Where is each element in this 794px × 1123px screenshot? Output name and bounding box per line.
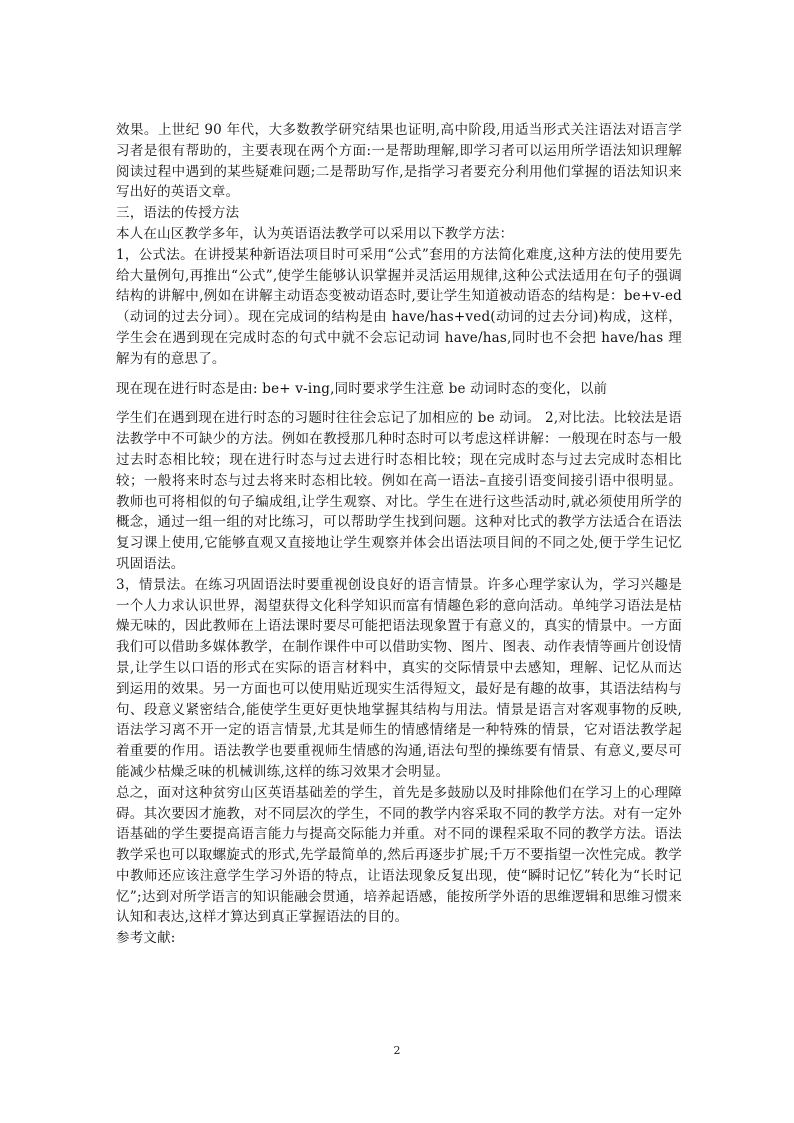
paragraph-comparison-method: 学生们在遇到现在进行时态的习题时往往会忘记了加相应的 be 动词。 2,对比法。比较法是语法教学中不可缺少的方法。例如在教授那几种时态时可以考虑这样讲解：一般现在时态与一般过去时态相比较；现在进行时态与过去进行时态相比较；现在完成时态与过去完成时态相比较；一般将来时态与过去将来时态相比较。例如在高一语法–直接引语变间接引语中很明显。教师也可将相似的句子编成组,让学生观察、对比。学生在进行这些活动时,就必须使用所学的概念，通过一组一组的对比练习，可以帮助学生找到问题。这种对比式的教学方法适合在语法复习课上使用,它能够直观又直接地让学生观察并体会出语法项目间的不同之处,便于学生记忆巩固语法。: [116, 410, 682, 572]
paragraph-grammar-benefits: 效果。上世纪 90 年代，大多数教学研究结果也证明,高中阶段,用适当形式关注语法对语言学习者是很有帮助的，主要表现在两个方面:一是帮助理解,即学习者可以运用所学语法知识理解阅读过程中遇到的某些疑难问题;二是帮助写作,是指学习者要充分利用他们掌握的语法知识来写出好的英语文章。: [116, 122, 682, 201]
paragraph-formula-method: 1，公式法。在讲授某种新语法项目时可采用“公式”套用的方法简化难度,这种方法的使用要先给大量例句,再推出“公式”,使学生能够认识掌握并灵活运用规律,这种公式法适用在句子的强调结构的讲解中,例如在讲解主动语态变被动语态时,要让学生知道被动语态的结构是：be+v-ed（动词的过去分词）。现在完成词的结构是由 have/has+ved(动词的过去分词)构成，这样，学生会在遇到现在完成时态的句式中就不会忘记动词 have/has,同时也不会把 have/has 理解为有的意思了。: [116, 246, 682, 367]
section-heading-teaching-methods: 三，语法的传授方法: [116, 205, 240, 222]
document-body: [116, 120, 682, 949]
paragraph-situation-method: 3，情景法。在练习巩固语法时要重视创设良好的语言情景。许多心理学家认为，学习兴趣是一个人力求认识世界，渴望获得文化科学知识而富有情趣色彩的意向活动。单纯学习语法是枯燥无味的，因此教师在上语法课时要尽可能把语法现象置于有意义的，真实的情景中。一方面我们可以借助多媒体教学，在制作课件中可以借助实物、图片、图表、动作表情等画片创设情景,让学生以口语的形式在实际的语言材料中，真实的交际情景中去感知，理解、记忆从而达到运用的效果。另一方面也可以使用贴近现实生活得短文，最好是有趣的故事，其语法结构与句、段意义紧密结合,能使学生更好更快地掌握其结构与用法。情景是语言对客观事物的反映,语法学习离不开一定的语言情景,尤其是师生的情感情绪是一种特殊的情景，它对语法教学起着重要的作用。语法教学也要重视师生情感的沟通,语法句型的操练要有情景、有意义,要尽可能减少枯燥乏味的机械训练,这样的练习效果才会明显。: [116, 576, 682, 780]
references-heading: 参考文献:: [116, 930, 176, 947]
paragraph-present-progressive: 现在现在进行时态是由: be+ v-ing,同时要求学生注意 be 动词时态的变化，以前: [116, 380, 608, 397]
paragraph-intro-methods: 本人在山区教学多年，认为英语语法教学可以采用以下教学方法：: [116, 225, 514, 242]
paragraph-conclusion: 总之，面对这种贫穷山区英语基础差的学生，首先是多鼓励以及时排除他们在学习上的心理障碍。其次要因才施教，对不同层次的学生，不同的教学内容采取不同的教学方法。对有一定外语基础的学生要提高语言能力与提高交际能力并重。对不同的课程采取不同的教学方法。语法教学采也可以取螺旋式的形式,先学最简单的,然后再逐步扩展;千万不要指望一次性完成。教学中教师还应该注意学生学习外语的特点，让语法现象反复出现，使“瞬时记忆”转化为“长时记忆”;达到对所学语言的知识能融会贯通，培养起语感，能按所学外语的思维逻辑和思维习惯来认知和表达,这样才算达到真正掌握语法的目的。: [116, 784, 682, 926]
page-number: 2: [393, 1044, 401, 1057]
